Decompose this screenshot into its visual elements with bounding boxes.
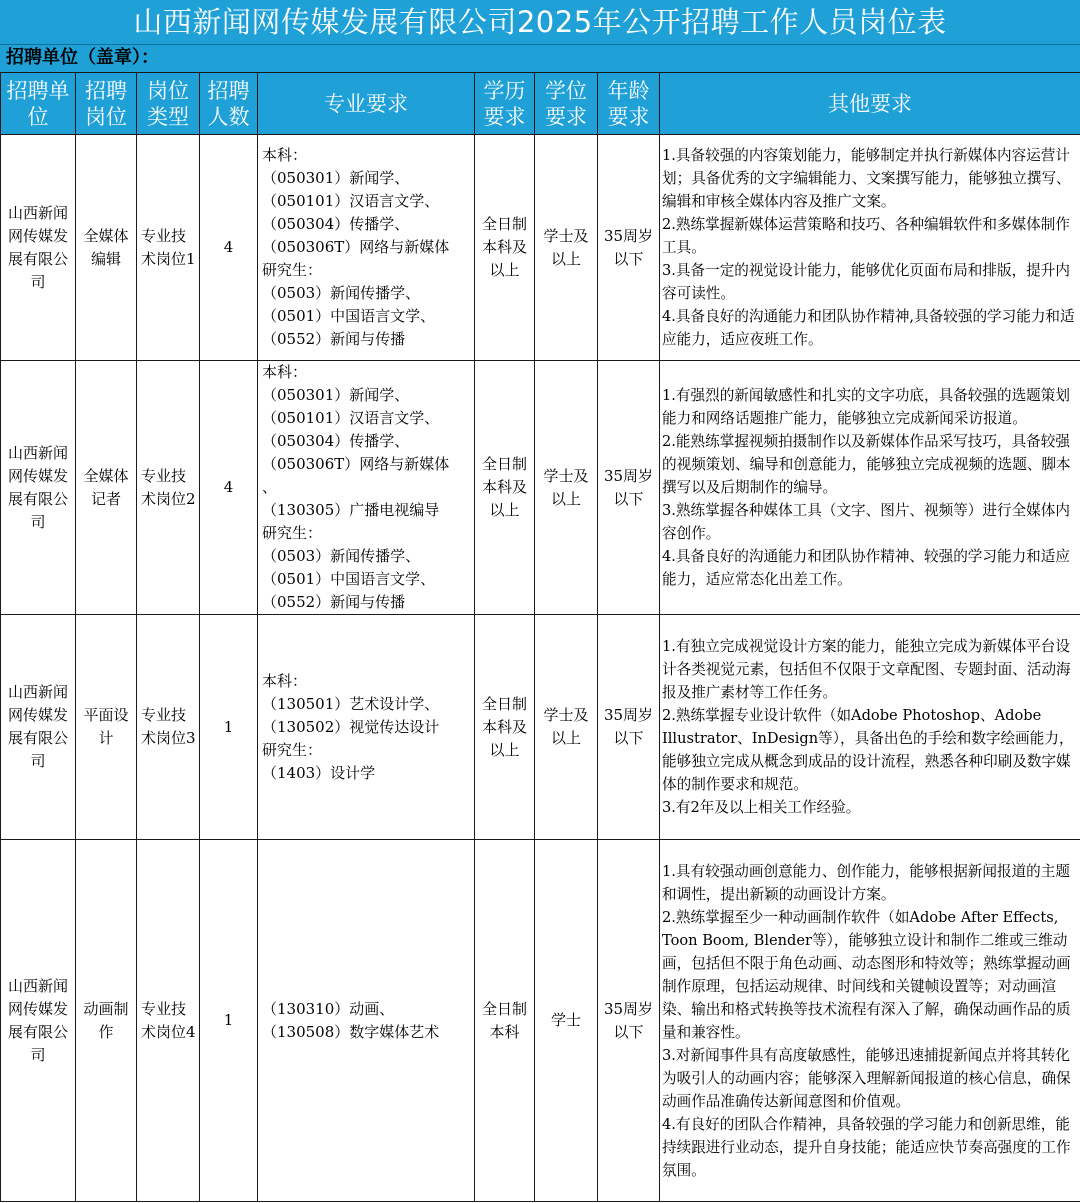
- cell-degree: 学士及以上: [535, 615, 598, 840]
- cell-count: 4: [200, 361, 258, 615]
- table-row: [1, 840, 1080, 1202]
- page-title: 山西新闻网传媒发展有限公司2025年公开招聘工作人员岗位表: [0, 0, 1080, 44]
- header-major: 专业要求: [258, 73, 475, 135]
- cell-education: 全日制本科及以上: [475, 361, 535, 615]
- cell-age: 35周岁以下: [598, 361, 660, 615]
- header-degree: 学位要求: [535, 73, 598, 135]
- cell-other: 1.有强烈的新闻敏感性和扎实的文字功底，具备较强的选题策划能力和网络话题推广能力，能够独立完成新闻采访报道。 2.能熟练掌握视频拍摄制作以及新媒体作品采写技巧，具备较强的视频策划、编导和创意能力，能够独立完成视频的选题、脚本撰写以及后期制作的编导。 3.熟练掌握各种媒体工具（文字、图片、视频等）进行全媒体内容创作。 4.具备良好的沟通能力和团队协作精神、较强的学习能力和适应能力，适应常态化出差工作。: [660, 361, 1080, 615]
- table-row: [1, 135, 1080, 361]
- cell-count: 1: [200, 840, 258, 1202]
- cell-unit: 山西新闻网传媒发展有限公司: [1, 615, 76, 840]
- cell-degree: 学士: [535, 840, 598, 1202]
- cell-major: 本科： （050301）新闻学、 （050101）汉语言文学、 （050304）传播学、 （050306T）网络与新媒体 、 （130305）广播电视编导 研究生： （0503）新闻传播学、 （0501）中国语言文学、 （0552）新闻与传播: [258, 361, 475, 615]
- cell-type: 专业技术岗位2: [137, 361, 200, 615]
- header-age: 年龄要求: [598, 73, 660, 135]
- recruiting-unit-line: 招聘单位（盖章）：: [0, 44, 1080, 72]
- cell-count: 4: [200, 135, 258, 361]
- cell-unit: 山西新闻网传媒发展有限公司: [1, 840, 76, 1202]
- table-row: [1, 615, 1080, 840]
- cell-type: 专业技术岗位3: [137, 615, 200, 840]
- cell-other: 1.具有较强动画创意能力、创作能力，能够根据新闻报道的主题和调性，提出新颖的动画设计方案。 2.熟练掌握至少一种动画制作软件（如Adobe After Effects, Toon Boom, Blender等），能够独立设计和制作二维或三维动画，包括但不限于角色动画、动态图形和特效等；熟练掌握动画制作原理，包括运动规律、时间线和关键帧设置等；对动画渲染、输出和格式转换等技术流程有深入了解，确保动画作品的质量和兼容性。 3.对新闻事件具有高度敏感性，能够迅速捕捉新闻点并将其转化为吸引人的动画内容；能够深入理解新闻报道的核心信息，确保动画作品准确传达新闻意图和价值观。 4.有良好的团队合作精神，具备较强的学习能力和创新思维，能持续跟进行业动态，提升自身技能；能适应快节奏高强度的工作氛围。: [660, 840, 1080, 1202]
- header-count: 招聘人数: [200, 73, 258, 135]
- cell-unit: 山西新闻网传媒发展有限公司: [1, 361, 76, 615]
- cell-degree: 学士及以上: [535, 135, 598, 361]
- header-unit: 招聘单位: [1, 73, 76, 135]
- header-education: 学历要求: [475, 73, 535, 135]
- header-other: 其他要求: [660, 73, 1080, 135]
- cell-type: 专业技术岗位4: [137, 840, 200, 1202]
- cell-education: 全日制本科: [475, 840, 535, 1202]
- cell-education: 全日制本科及以上: [475, 615, 535, 840]
- table-row: [1, 361, 1080, 615]
- cell-degree: 学士及以上: [535, 361, 598, 615]
- cell-unit: 山西新闻网传媒发展有限公司: [1, 135, 76, 361]
- cell-other: 1.有独立完成视觉设计方案的能力，能独立完成为新媒体平台设计各类视觉元素，包括但不仅限于文章配图、专题封面、活动海报及推广素材等工作任务。 2.熟练掌握专业设计软件（如Adobe Photoshop、Adobe Illustrator、InDesign等），具备出色的手绘和数字绘画能力，能够独立完成从概念到成品的设计流程，熟悉各种印刷及数字媒体的制作要求和规范。 3.有2年及以上相关工作经验。: [660, 615, 1080, 840]
- cell-age: 35周岁以下: [598, 615, 660, 840]
- cell-major: 本科： （130501）艺术设计学、 （130502）视觉传达设计 研究生： （1403）设计学: [258, 615, 475, 840]
- cell-type: 专业技术岗位1: [137, 135, 200, 361]
- header-position: 招聘岗位: [76, 73, 137, 135]
- cell-major: （130310）动画、 （130508）数字媒体艺术: [258, 840, 475, 1202]
- cell-count: 1: [200, 615, 258, 840]
- cell-position: 平面设计: [76, 615, 137, 840]
- table-header-row: [1, 73, 1080, 135]
- header-type: 岗位类型: [137, 73, 200, 135]
- cell-position: 动画制作: [76, 840, 137, 1202]
- cell-other: 1.具备较强的内容策划能力，能够制定并执行新媒体内容运营计划；具备优秀的文字编辑能力、文案撰写能力，能够独立撰写、编辑和审核全媒体内容及推广文案。 2.熟练掌握新媒体运营策略和技巧、各种编辑软件和多媒体制作工具。 3.具备一定的视觉设计能力，能够优化页面布局和排版，提升内容可读性。 4.具备良好的沟通能力和团队协作精神,具备较强的学习能力和适应能力，适应夜班工作。: [660, 135, 1080, 361]
- positions-table: [0, 72, 1080, 1202]
- cell-major: 本科： （050301）新闻学、 （050101）汉语言文学、 （050304）传播学、 （050306T）网络与新媒体 研究生： （0503）新闻传播学、 （0501）中国语言文学、 （0552）新闻与传播: [258, 135, 475, 361]
- cell-education: 全日制本科及以上: [475, 135, 535, 361]
- cell-position: 全媒体记者: [76, 361, 137, 615]
- cell-age: 35周岁以下: [598, 840, 660, 1202]
- cell-age: 35周岁以下: [598, 135, 660, 361]
- cell-position: 全媒体编辑: [76, 135, 137, 361]
